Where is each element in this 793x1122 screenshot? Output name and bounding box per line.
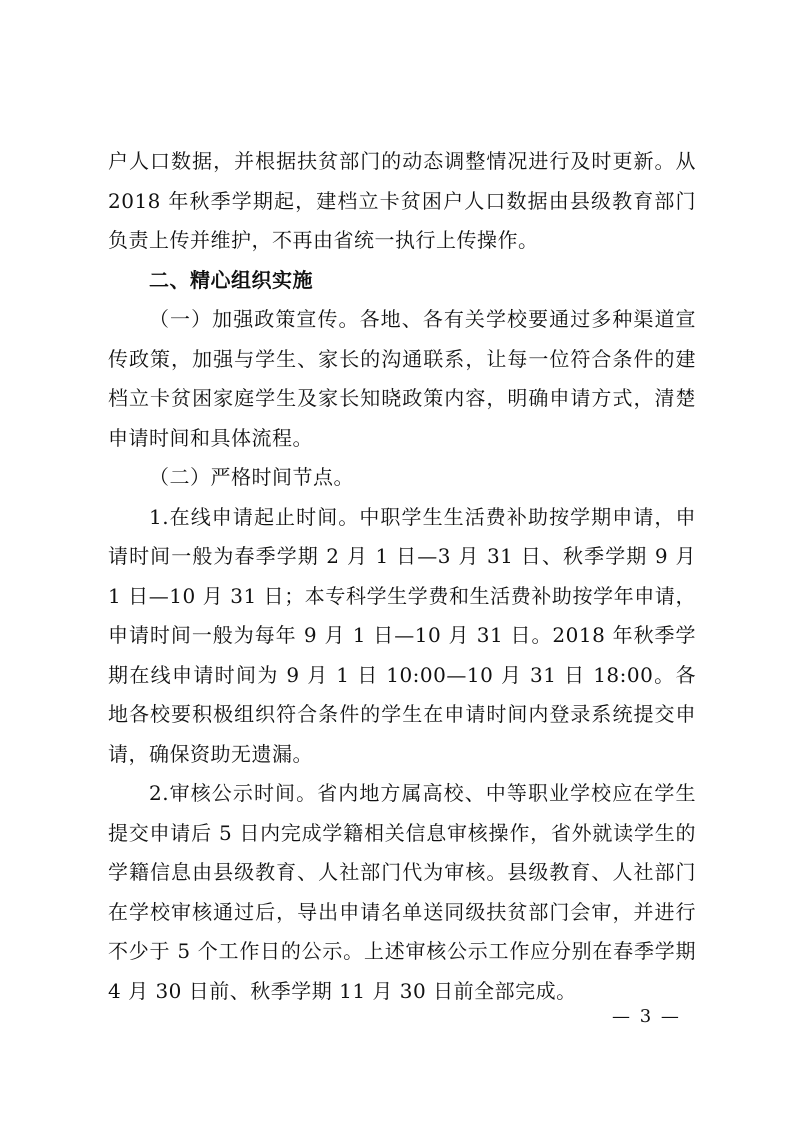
paragraph-review-publicity: 2.审核公示时间。省内地方属高校、中等职业学校应在学生提交申请后 5 日内完成学籍相关信息审核操作，省外就读学生的学籍信息由县级教育、人社部门代为审核。县级教育、人社部门在学校审核通过后，导出申请名单送同级扶贫部门会审，并进行不少于 5 个工作日的公示。上述审核公示工作应分别在春季学期 4 月 30 日前、秋季学期 11 月 30 日前全部完成。 — [108, 781, 696, 1003]
paragraph-data-update: 户人口数据，并根据扶贫部门的动态调整情况进行及时更新。从 2018 年秋季学期起，建档立卡贫困户人口数据由县级教育部门负责上传并维护，不再由省统一执行上传操作。 — [108, 149, 696, 252]
section-heading-implementation: 二、精心组织实施 — [149, 267, 313, 292]
page-number: — 3 — — [612, 1006, 681, 1027]
paragraph-online-application: 1.在线申请起止时间。中职学生生活费补助按学期申请，申请时间一般为春季学期 2 月 1 日—3 月 31 日、秋季学期 9 月 1 日—10 月 31 日；本专科学生学费和生活费补助按学年申请，申请时间一般为每年 9 月 1 日—10 月 31 日。2018 年秋季学期在线申请时间为 9 月 1 日 10:00—10 月 31 日 18:00。各地各校要积极组织符合条件的学生在申请时间内登录系统提交申请，确保资助无遗漏。 — [108, 504, 696, 766]
paragraph-time-nodes: （二）严格时间节点。 — [149, 465, 354, 489]
paragraph-policy-publicity: （一）加强政策宣传。各地、各有关学校要通过多种渠道宣传政策，加强与学生、家长的沟通联系，让每一位符合条件的建档立卡贫困家庭学生及家长知晓政策内容，明确申请方式，清楚申请时间和具体流程。 — [108, 307, 696, 450]
document-body — [108, 142, 696, 1011]
